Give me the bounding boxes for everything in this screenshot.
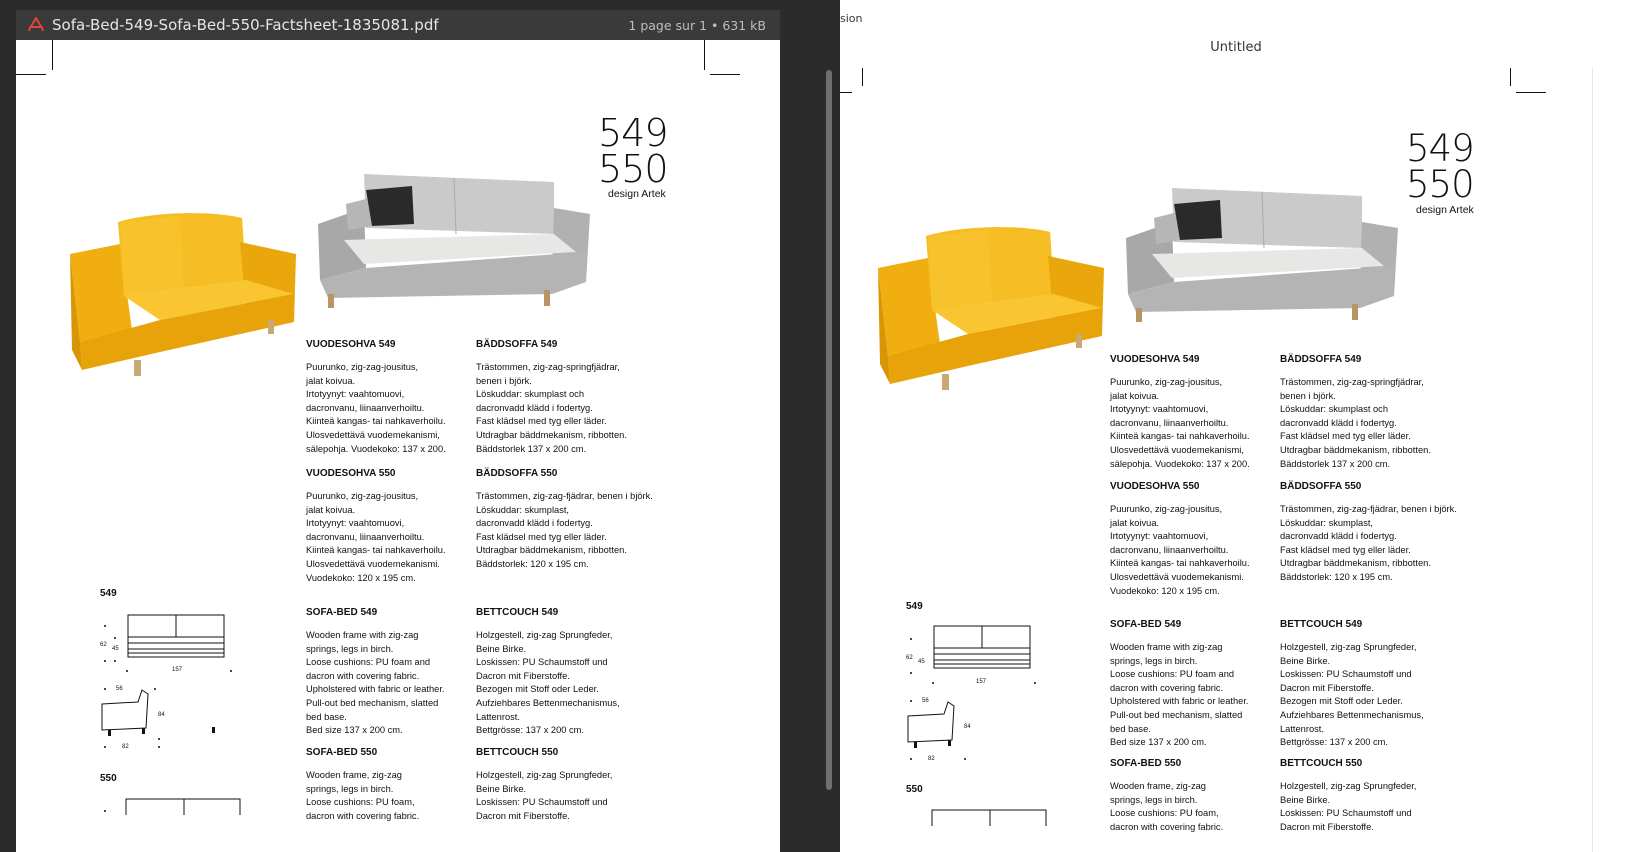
dim-dot (158, 746, 160, 748)
section-heading: VUODESOHVA 549 (1110, 354, 1200, 365)
crop-mark (862, 68, 863, 86)
section-heading: BETTCOUCH 550 (1280, 758, 1363, 769)
section-heading: SOFA-BED 549 (1110, 619, 1182, 630)
section-text: Wooden frame with zig-zag springs, legs in birch. Loose cushions: PU foam and dacron with covering fabric. Upholstered with fabric or leather. Pull-out bed mechanism, slatted bed base. Bed size 137 x 200 cm. (306, 630, 445, 736)
dim-height-45: 45 (918, 659, 925, 665)
vertical-scrollbar[interactable] (826, 70, 832, 790)
crop-mark (710, 74, 740, 75)
section-heading: VUODESOHVA 550 (1110, 481, 1200, 492)
page-info: 1 page sur 1 • 631 kB (628, 17, 766, 33)
section-heading: BÄDDSOFFA 550 (1280, 481, 1362, 492)
section-text: Wooden frame, zig-zag springs, legs in birch. Loose cushions: PU foam, dacron with covering fabric. (306, 770, 420, 821)
dim-dot (932, 682, 934, 684)
section-text: Wooden frame, zig-zag springs, legs in birch. Loose cushions: PU foam, dacron with covering fabric. (1110, 781, 1224, 832)
crop-mark (1516, 92, 1546, 93)
dim-height-84: 84 (158, 712, 165, 718)
pdf-page (16, 40, 780, 852)
section-text: Holzgestell, zig-zag Sprungfeder, Beine Birke. Loskissen: PU Schaumstoff und Dacron mit Fiberstoffe. Bezogen mit Stoff oder Leder. Aufziehbares Bettenmechanismus, Lattenrost. Bettgrösse: 137 x 200 cm. (1280, 642, 1424, 748)
drawing-label-550: 550 (100, 773, 117, 784)
section-text: Holzgestell, zig-zag Sprungfeder, Beine Birke. Loskissen: PU Schaumstoff und Dacron mit Fiberstoffe. (1280, 781, 1417, 832)
dim-dot (126, 670, 128, 672)
gray-sofa-image (1122, 182, 1412, 324)
section-heading: VUODESOHVA 550 (306, 468, 396, 479)
section-text: Puurunko, zig-zag-jousitus, jalat koivua. Irtotyynyt: vaahtomuovi, dacronvanu, liinaanverhoiltu. Kiinteä kangas- tai nahkaverhoilu. Ulosvedettävä vuodemekanismi. Vuodekoko: 120 x 195 cm. (306, 491, 446, 583)
preview-title: Untitled (1210, 40, 1262, 55)
section-heading: SOFA-BED 549 (306, 607, 378, 618)
dim-depth-56: 56 (922, 698, 929, 704)
gray-sofa-image (314, 168, 604, 310)
dim-dot (910, 638, 912, 640)
drawing-550-front (100, 795, 250, 815)
drawing-label-550: 550 (906, 784, 923, 795)
dim-dot (114, 637, 116, 639)
section-heading: BETTCOUCH 549 (476, 607, 559, 618)
section-heading: SOFA-BED 550 (306, 747, 378, 758)
crop-mark (1510, 68, 1511, 86)
model-number-550: 550 (598, 147, 668, 191)
preview-page (840, 68, 1593, 852)
model-number-549: 549 (1406, 127, 1474, 170)
partial-label: sion (840, 12, 863, 25)
dim-width-157: 157 (976, 679, 987, 685)
section-text: Trästommen, zig-zag-fjädrar, benen i björk. Löskuddar: skumplast, dacronvadd klädd i fodertyg. Fast klädsel med tyg eller läder. Utdragbar bäddmekanism, ribbotten. Bäddstorlek: 120 x 195 cm. (476, 491, 653, 569)
viewer-toolbar (16, 10, 780, 40)
designer-credit: design Artek (1416, 204, 1474, 216)
drawing-label-549: 549 (906, 601, 923, 612)
dim-height-45: 45 (112, 646, 119, 652)
dim-dot (104, 660, 106, 662)
yellow-sofa-image (868, 224, 1114, 394)
dim-dot (910, 700, 912, 702)
dim-dot (104, 625, 106, 627)
model-number-549: 549 (598, 111, 668, 155)
section-text: Wooden frame with zig-zag springs, legs in birch. Loose cushions: PU foam and dacron with covering fabric. Upholstered with fabric or leather. Pull-out bed mechanism, slatted bed base. Bed size 137 x 200 cm. (1110, 642, 1249, 748)
section-text: Trästommen, zig-zag-fjädrar, benen i björk. Löskuddar: skumplast, dacronvadd klädd i fodertyg. Fast klädsel med tyg eller läder. Utdragbar bäddmekanism, ribbotten. Bäddstorlek: 120 x 195 cm. (1280, 504, 1457, 582)
section-heading: BÄDDSOFFA 549 (476, 339, 558, 350)
preview-pane (840, 0, 1632, 852)
section-text: Puurunko, zig-zag-jousitus, jalat koivua. Irtotyynyt: vaahtomuovi, dacronvanu, liinaanverhoiltu. Kiinteä kangas- tai nahkaverhoilu. Ulosvedettävä vuodemekanismi, sälepohja. Vuodekoko: 137 x 200. (306, 362, 446, 454)
section-heading: VUODESOHVA 549 (306, 339, 396, 350)
dim-dot (1034, 682, 1036, 684)
drawing-549-side (906, 692, 986, 762)
section-heading: SOFA-BED 550 (1110, 758, 1182, 769)
crop-mark (704, 40, 705, 70)
model-number-550: 550 (1406, 163, 1474, 206)
drawing-549-side (100, 680, 180, 750)
section-text: Trästommen, zig-zag-springfjädrar, benen i björk. Löskuddar: skumplast och dacronvadd klädd i fodertyg. Fast klädsel med tyg eller läder. Utdragbar bäddmekanism, ribbotten. Bäddstorlek 137 x 200 cm. (476, 362, 627, 454)
dim-dot (114, 660, 116, 662)
section-heading: BÄDDSOFFA 550 (476, 468, 558, 479)
dim-height-62: 62 (906, 655, 913, 661)
section-heading: BETTCOUCH 550 (476, 747, 559, 758)
drawing-550-front (906, 806, 1056, 826)
dim-dot (158, 738, 160, 740)
dim-dot (104, 746, 106, 748)
section-text: Trästommen, zig-zag-springfjädrar, benen i björk. Löskuddar: skumplast och dacronvadd klädd i fodertyg. Fast klädsel med tyg eller läder. Utdragbar bäddmekanism, ribbotten. Bäddstorlek 137 x 200 cm. (1280, 377, 1431, 469)
dim-dot (154, 688, 156, 690)
designer-credit: design Artek (608, 188, 666, 200)
dim-depth-82: 82 (928, 756, 935, 762)
pdf-file-icon (26, 15, 46, 35)
section-heading: BÄDDSOFFA 549 (1280, 354, 1362, 365)
section-text: Holzgestell, zig-zag Sprungfeder, Beine Birke. Loskissen: PU Schaumstoff und Dacron mit Fiberstoffe. Bezogen mit Stoff oder Leder. Aufziehbares Bettenmechanismus, Lattenrost. Bettgrösse: 137 x 200 cm. (476, 630, 620, 736)
yellow-sofa-image (60, 210, 306, 380)
crop-mark (52, 40, 53, 70)
dim-dot (104, 688, 106, 690)
section-text: Puurunko, zig-zag-jousitus, jalat koivua. Irtotyynyt: vaahtomuovi, dacronvanu, liinaanverhoiltu. Kiinteä kangas- tai nahkaverhoilu. Ulosvedettävä vuodemekanismi, sälepohja. Vuodekoko: 137 x 200. (1110, 377, 1250, 469)
file-name: Sofa-Bed-549-Sofa-Bed-550-Factsheet-1835081.pdf (52, 16, 439, 34)
dim-dot (964, 758, 966, 760)
dim-width-157: 157 (172, 667, 183, 673)
dim-dot (910, 672, 912, 674)
dim-depth-82: 82 (122, 744, 129, 750)
section-heading: BETTCOUCH 549 (1280, 619, 1363, 630)
drawing-label-549: 549 (100, 588, 117, 599)
dim-dot (910, 758, 912, 760)
crop-mark (840, 92, 852, 93)
dim-dot (230, 670, 232, 672)
dim-dot (104, 810, 106, 812)
dim-depth-56: 56 (116, 686, 123, 692)
section-text: Puurunko, zig-zag-jousitus, jalat koivua. Irtotyynyt: vaahtomuovi, dacronvanu, liinaanverhoiltu. Kiinteä kangas- tai nahkaverhoilu. Ulosvedettävä vuodemekanismi. Vuodekoko: 120 x 195 cm. (1110, 504, 1250, 596)
dim-height-84: 84 (964, 724, 971, 730)
crop-mark (16, 74, 46, 75)
dim-height-62: 62 (100, 642, 107, 648)
drawing-549-front (906, 618, 1046, 678)
section-text: Holzgestell, zig-zag Sprungfeder, Beine Birke. Loskissen: PU Schaumstoff und Dacron mit Fiberstoffe. (476, 770, 613, 821)
